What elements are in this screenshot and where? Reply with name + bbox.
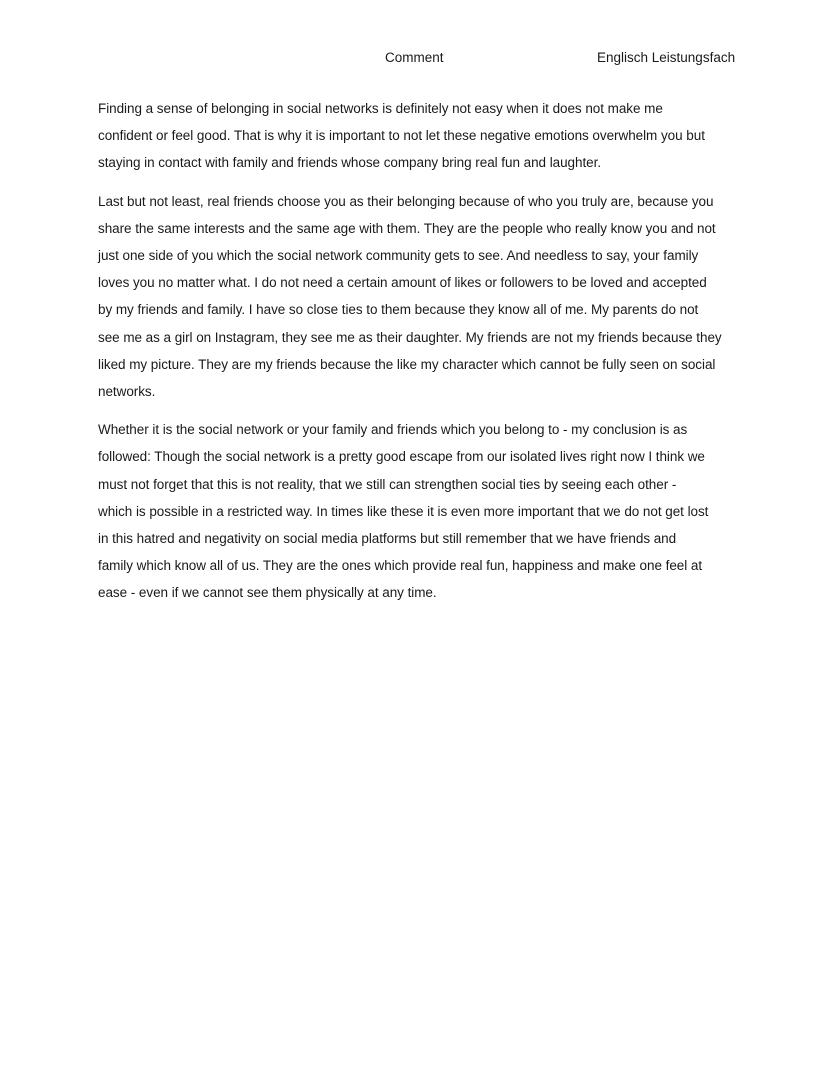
text-line: confident or feel good. That is why it is important to not let these negative emotions overwhelm you but — [98, 128, 705, 144]
text-line: loves you no matter what. I do not need a certain amount of likes or followers to be loved and accepted — [98, 275, 707, 291]
paragraph-2 — [98, 188, 738, 406]
text-line: by my friends and family. I have so close ties to them because they know all of me. My parents do not — [98, 302, 699, 318]
document-body — [98, 95, 738, 618]
text-line: see me as a girl on Instagram, they see me as their daughter. My friends are not my friends because they — [98, 329, 722, 345]
paragraph-1 — [98, 95, 738, 177]
text-line: share the same interests and the same age with them. They are the people who really know you and not — [98, 220, 716, 236]
text-line: followed: Though the social network is a pretty good escape from our isolated lives right now I think we — [98, 449, 705, 465]
page-header — [0, 50, 828, 70]
text-line: Last but not least, real friends choose you as their belonging because of who you truly are, because you — [98, 193, 714, 209]
text-line: Finding a sense of belonging in social networks is definitely not easy when it does not make me — [98, 101, 663, 116]
header-course: Englisch Leistungsfach — [597, 50, 736, 65]
text-line: liked my picture. They are my friends because the like my character which cannot be fully seen on social — [98, 356, 716, 372]
text-line: which is possible in a restricted way. In times like these it is even more important that we do not get lost — [98, 503, 709, 519]
text-line: ease - even if we cannot see them physically at any time. — [98, 585, 437, 601]
text-line: networks. — [98, 384, 156, 400]
text-line: just one side of you which the social network community gets to see. And needless to say, your family — [98, 248, 699, 264]
paragraph-3 — [98, 416, 738, 606]
text-line: staying in contact with family and friends whose company bring real fun and laughter. — [98, 155, 602, 171]
text-line: Whether it is the social network or your family and friends which you belong to - my conclusion is as — [98, 422, 688, 438]
text-line: must not forget that this is not reality, that we still can strengthen social ties by seeing each other - — [98, 476, 677, 492]
text-line: in this hatred and negativity on social media platforms but still remember that we have friends and — [98, 531, 677, 547]
header-title: Comment — [385, 50, 444, 65]
text-line: family which know all of us. They are the ones which provide real fun, happiness and make one feel at — [98, 558, 703, 574]
